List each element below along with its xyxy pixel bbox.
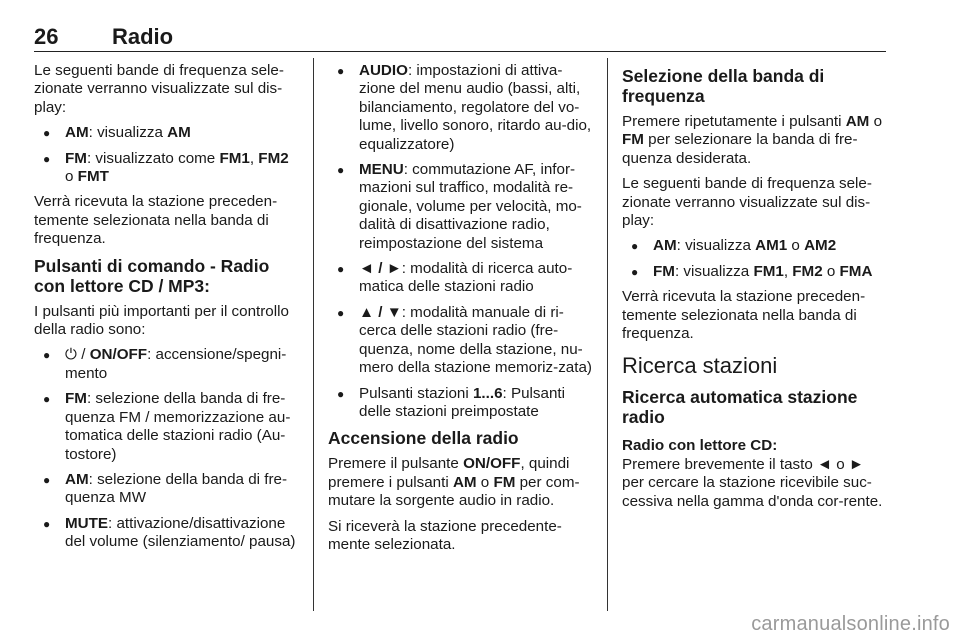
controls-intro: I pulsanti più importanti per il controllo della radio sono: (34, 302, 289, 339)
cd-radio-label: Radio con lettore CD: (622, 437, 778, 455)
bands-list-2 (622, 237, 890, 281)
column-divider-2 (607, 58, 608, 611)
power-paragraph-1: Premere il pulsante ON/OFF, quindi premere i pulsanti AM o FM per com-mutare la sorgente audio in radio. (328, 455, 580, 510)
list-item: ● MENU: commutazione AF, infor-mazioni sul traffico, modalità re-gionale, volume per velocità, mo-dalità di disattivazione radio, reimpostazione del sistema (328, 161, 593, 253)
band-paragraph-2: Le seguenti bande di frequenza sele-zionate verranno visualizzate sul dis-play: (622, 175, 872, 230)
bands-intro: Le seguenti bande di frequenza sele-zionate verranno visualizzate sul dis-play: (34, 62, 284, 116)
reception-note: Verrà ricevuta la stazione preceden-temente selezionata nella banda di frequenza. (34, 193, 278, 248)
list-item: ● ▲ / ▼: modalità manuale di ri-cerca delle stazioni radio (fre-quenza, nome della stazione, nu-mero della stazione memoriz-zata) (328, 304, 593, 378)
list-item: ● FM: selezione della banda di fre-quenza FM / memorizzazione au-tomatica delle stazioni radio (Au-tostore) (34, 390, 299, 464)
reception-note-2: Verrà ricevuta la stazione preceden-temente selezionata nella banda di frequenza. (622, 288, 866, 343)
power-paragraph-2: Si riceverà la stazione precedente-mente selezionata. (328, 517, 562, 553)
controls-list (34, 346, 299, 551)
list-item: ● ⏻ / ON/OFF: accensione/spegni-mento (34, 346, 299, 383)
list-item: ● ◄ / ►: modalità di ricerca auto-matica delle stazioni radio (328, 260, 593, 297)
column-1 (34, 62, 299, 559)
watermark: carmanualsonline.info (751, 613, 950, 635)
band-paragraph-1: Premere ripetutamente i pulsanti AM o FM per selezionare la banda di fre-quenza desiderata. (622, 113, 883, 167)
buttons-list (328, 62, 593, 421)
page-number: 26 (34, 24, 59, 49)
list-item: ● AM: visualizza AM (34, 124, 299, 142)
up-down-arrows-icon: ▲ / ▼ (359, 303, 402, 321)
list-item: ● AM: selezione della banda di fre-quenza MW (34, 471, 299, 508)
page-header (34, 24, 886, 54)
list-item: ● Pulsanti stazioni 1...6: Pulsanti delle stazioni preimpostate (328, 385, 593, 422)
column-2 (328, 62, 593, 561)
list-item: ● FM: visualizzato come FM1, FM2 o FMT (34, 150, 299, 187)
list-item: ● FM: visualizza FM1, FM2 o FMA (622, 263, 890, 281)
power-icon: ⏻ (65, 346, 78, 364)
auto-search-heading: Ricerca automatica stazione radio (622, 387, 858, 428)
band-selection-heading: Selezione della banda di frequenza (622, 66, 825, 106)
power-heading: Accensione della radio (328, 428, 519, 449)
cd-radio-text: Premere brevemente il tasto ◄ o ► per cercare la stazione ricevibile suc-cessiva nella gamma d'onda cor-rente. (622, 455, 883, 510)
bands-list (34, 124, 299, 186)
column-3 (622, 62, 890, 518)
list-item: ● AM: visualizza AM1 o AM2 (622, 237, 890, 255)
controls-heading: Pulsanti di comando - Radio con lettore CD / MP3: (34, 255, 270, 296)
station-search-heading: Ricerca stazioni (622, 353, 778, 379)
list-item: ● AUDIO: impostazioni di attiva-zione del menu audio (bassi, alti, bilanciamento, regolatore del vo-lume, livello sonoro, ritardo au-dio, equalizzatore) (328, 62, 593, 154)
header-divider (34, 51, 886, 52)
list-item: ● MUTE: attivazione/disattivazione del volume (silenziamento/ pausa) (34, 515, 299, 552)
column-divider-1 (313, 58, 314, 611)
seek-arrows-icon: ◄ / ► (359, 260, 402, 278)
chapter-title: Radio (112, 24, 174, 49)
